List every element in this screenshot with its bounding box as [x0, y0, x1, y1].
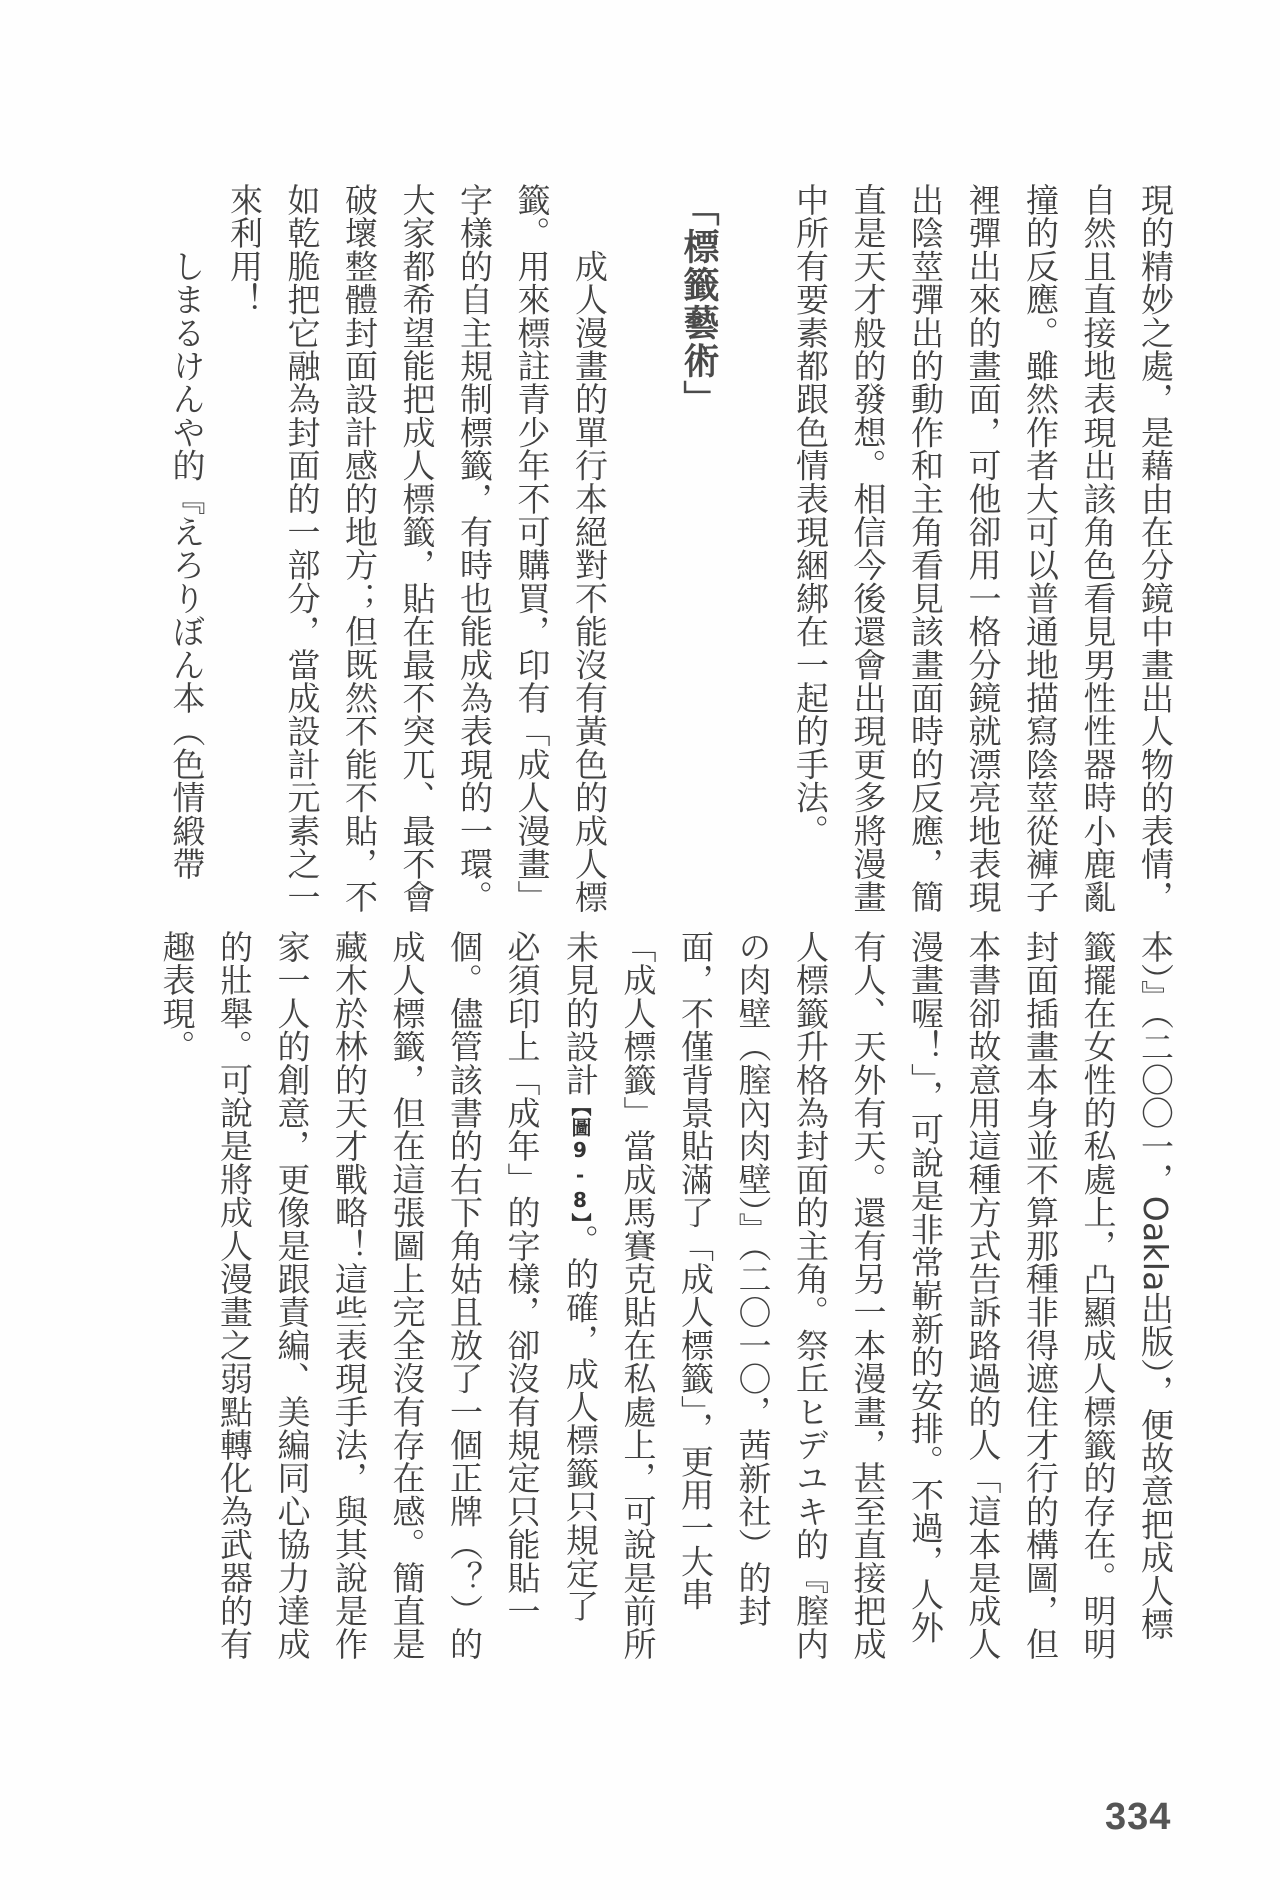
text-fragment: 未見的設計 [561, 930, 600, 1096]
text-column: 藏木於林的天才戰略！這些表現手法，與其說是作 [330, 930, 369, 1661]
text-column: しまるけんや的『えろりぼん本（色情緞帶 [167, 183, 207, 881]
text-column: 成人漫畫的單行本絕對不能沒有黃色的成人標 [570, 183, 609, 914]
text-column: の肉壁（膣內肉壁）』（二〇一〇，茜新社）的封 [733, 930, 773, 1628]
text-column: 自然且直接地表現出該角色看見男性性器時小鹿亂 [1078, 183, 1118, 914]
text-column: 來利用！ [225, 183, 264, 316]
text-column: 直是天才般的發想。相信今後還會出現更多將漫畫 [848, 183, 888, 914]
section-heading: 「標籤藝術」 [678, 190, 719, 418]
text-column: 成人標籤，但在這張圖上完全沒有存在感。簡直是 [387, 930, 427, 1661]
text-column: 現的精妙之處，是藉由在分鏡中畫出人物的表情， [1136, 183, 1175, 914]
text-column: 「成人標籤」當成馬賽克貼在私處上，可說是前所 [618, 930, 658, 1661]
text-column: 必須印上「成年」的字樣，卻沒有規定只能貼一 [502, 930, 542, 1628]
text-column: 破壞整體封面設計感的地方；但既然不能不貼，不 [340, 183, 379, 914]
body-text-upper-left [158, 183, 618, 914]
text-column: 撞的反應。雖然作者大可以普通地描寫陰莖從褲子 [1021, 183, 1060, 914]
page-number: 334 [1105, 1796, 1172, 1838]
text-column: 裡彈出來的畫面，可他卻用一格分鏡就漂亮地表現 [963, 183, 1003, 914]
body-text-lower [148, 930, 1184, 1661]
text-column-with-figure-ref [551, 930, 610, 1630]
text-column: 籤擺在女性的私處上，凸顯成人標籤的存在。明明 [1078, 930, 1118, 1661]
text-column: 本書卻故意用這種方式告訴路過的人「這本是成人 [963, 930, 1003, 1661]
text-column: 字樣的自主規制標籤，有時也能成為表現的一環。 [455, 183, 494, 914]
text-column: 本）』（二〇〇一，Oakla出版），便故意把成人標 [1136, 930, 1175, 1641]
text-column: 人標籤升格為封面的主角。祭丘ヒデユキ的『膣内 [791, 930, 830, 1661]
text-column: 籤。用來標註青少年不可購買，印有「成人漫畫」 [512, 183, 552, 914]
text-column: 中所有要素都跟色情表現綑綁在一起的手法。 [791, 183, 830, 847]
text-column: 家一人的創意，更像是跟責編、美編同心協力達成 [272, 930, 312, 1661]
text-column: 個。儘管該書的右下角姑且放了一個正牌（？）的 [445, 930, 484, 1661]
text-column: 出陰莖彈出的動作和主角看見該畫面時的反應，簡 [906, 183, 945, 914]
text-column: 趣表現。 [157, 930, 197, 1063]
text-column: 的壯舉。可說是將成人漫畫之弱點轉化為武器的有 [215, 930, 254, 1661]
text-column: 封面插畫本身並不算那種非得遮住才行的構圖，但 [1021, 930, 1060, 1661]
body-text-upper-right [782, 183, 1185, 914]
text-column: 有人、天外有天。還有另一本漫畫，甚至直接把成 [848, 930, 888, 1661]
text-column: 面，不僅背景貼滿了「成人標籤」，更用一大串 [676, 930, 715, 1611]
text-column: 大家都希望能把成人標籤，貼在最不突兀、最不會 [397, 183, 437, 914]
figure-reference: 【圖9-8】 [568, 1096, 592, 1224]
text-fragment: 。的確，成人標籤只規定了 [561, 1224, 600, 1623]
text-column: 漫畫喔！」，可說是非常嶄新的安排。不過，人外 [906, 930, 945, 1644]
text-column: 如乾脆把它融為封面的一部分，當成設計元素之一 [282, 183, 322, 914]
